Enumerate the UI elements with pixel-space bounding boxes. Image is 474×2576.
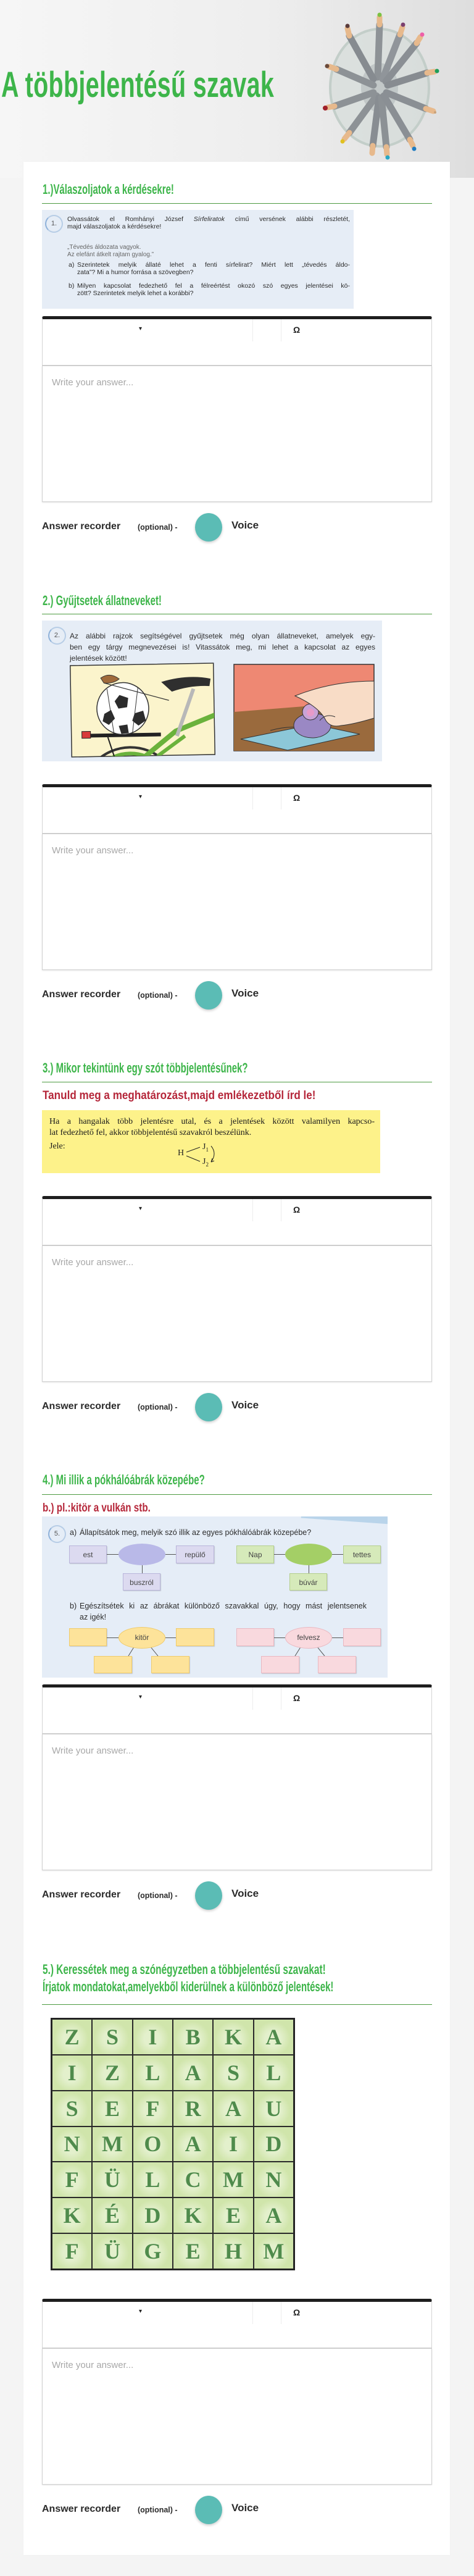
question-text: zata”? Mi a humor forrása a szövegben? (77, 269, 194, 276)
bicycle-with-ball-illustration (70, 663, 216, 758)
grid-cell: N (254, 2162, 294, 2198)
record-button[interactable] (195, 981, 222, 1010)
toolbar-divider (252, 319, 253, 341)
recorder-optional-note: (optional) - (138, 523, 178, 532)
grid-cell: R (173, 2091, 213, 2126)
exercise-intro-line: majd válaszoljatok a kérdésekre! (67, 223, 162, 230)
voice-label: Voice (231, 1888, 259, 1899)
poem-quote-line: Az elefánt átkelt rajtam gyalog.” (67, 251, 154, 258)
answer-textarea[interactable] (42, 834, 432, 970)
record-button[interactable] (195, 1881, 222, 1910)
grid-cell: O (133, 2126, 173, 2162)
format-dropdown[interactable] (43, 319, 252, 341)
grid-cell: A (173, 2126, 213, 2162)
answer-block-2 (42, 784, 432, 1013)
web-word-box: buszról (123, 1573, 160, 1591)
caret-down-icon: ▾ (139, 793, 143, 800)
decorative-stripe (301, 1516, 388, 1525)
grid-cell: Ü (92, 2162, 132, 2198)
exercise-intro-line: Olvassátok el Romhányi József Sírfeliratok című versének alábbi részletét, (67, 215, 350, 223)
grid-cell: E (213, 2198, 253, 2233)
editor-toolbar (42, 1196, 432, 1246)
caret-down-icon: ▾ (139, 1205, 143, 1212)
answer-textarea[interactable] (42, 366, 432, 502)
special-character-button[interactable]: Ω (293, 325, 301, 335)
format-dropdown[interactable] (43, 1687, 252, 1710)
format-dropdown[interactable] (43, 787, 252, 809)
grid-cell: G (133, 2233, 173, 2269)
special-character-button[interactable]: Ω (293, 1693, 301, 1703)
grid-cell: E (92, 2091, 132, 2126)
section-5-heading-line-2: Írjatok mondatokat,amelyekből kiderülnek a különböző jelentések! (43, 1979, 334, 1994)
answer-block-1 (42, 316, 432, 545)
editor-toolbar (42, 784, 432, 834)
voice-label: Voice (231, 2502, 259, 2514)
task-b-text: Egészítsétek ki az ábrákat különböző szavakkal úgy, hogy mást jelentsenek (80, 1602, 367, 1610)
toolbar-divider (252, 2302, 253, 2324)
web-blank-box (343, 1628, 381, 1646)
poem-title: Sírfeliratok (193, 215, 225, 223)
section-1-heading: 1.)Válaszoljatok a kérdésekre! (43, 182, 174, 197)
web-center-blank (285, 1544, 332, 1565)
question-text: Szerintetek melyik állaté lehet a fenti sírfelirat? Miért lett „tévedés áldo- (77, 261, 350, 269)
definition-line: Ha a hangalak több jelentésre utal, és a jelentések között valamilyen kapcso- (49, 1117, 375, 1126)
recorder-optional-note: (optional) - (138, 1891, 178, 1900)
web-center-word: felvesz (285, 1627, 332, 1649)
web-word-box: Nap (236, 1545, 274, 1563)
grid-cell: H (213, 2233, 253, 2269)
voice-label: Voice (231, 1399, 259, 1411)
grid-cell: F (133, 2091, 173, 2126)
web-blank-box (176, 1628, 214, 1646)
grid-cell: L (254, 2055, 294, 2091)
exercise-number-badge: 1. (45, 215, 63, 233)
grid-cell: I (213, 2126, 253, 2162)
grid-cell: A (254, 2198, 294, 2233)
web-blank-box (261, 1656, 299, 1673)
section-3-subheading: Tanuld meg a meghatározást,majd emlékezetből írd le! (43, 1089, 316, 1102)
grid-cell: D (254, 2126, 294, 2162)
grid-cell: U (254, 2091, 294, 2126)
web-blank-box (94, 1656, 132, 1673)
exercise-number-badge: 5. (48, 1525, 66, 1543)
answer-textarea[interactable] (42, 1734, 432, 1870)
answer-textarea[interactable] (42, 2349, 432, 2485)
definition-line: lat fedezhető fel, akkor többjelentésű szavakról beszélünk. (49, 1128, 252, 1137)
recorder-label: Answer recorder (42, 2504, 121, 2514)
web-blank-box (69, 1628, 107, 1646)
toolbar-divider (252, 1687, 253, 1710)
web-blank-box (318, 1656, 356, 1673)
web-blank-box (236, 1628, 274, 1646)
web-word-box: búvár (289, 1573, 327, 1591)
record-button[interactable] (195, 1393, 222, 1421)
grid-cell: I (52, 2055, 92, 2091)
exercise-text-line: ben egy tárgy megnevezései is! Vitassátok meg, mi lehet a kapcsolat az egyes (70, 643, 375, 651)
grid-cell: M (213, 2162, 253, 2198)
question-label: a) (69, 261, 75, 269)
grid-cell: Z (52, 2019, 92, 2055)
poem-quote-line: „Tévedés áldozata vagyok. (67, 244, 141, 251)
answer-block-5 (42, 2299, 432, 2527)
grid-cell: F (52, 2162, 92, 2198)
answer-block-4 (42, 1684, 432, 1913)
caret-down-icon: ▾ (139, 2308, 143, 2315)
voice-label: Voice (231, 987, 259, 999)
grid-cell: É (92, 2198, 132, 2233)
special-character-button[interactable]: Ω (293, 2307, 301, 2317)
format-dropdown[interactable] (43, 1199, 252, 1221)
section-4-heading: 4.) Mi illik a pókhálóábrák közepébe? (43, 1472, 205, 1487)
web-word-box: tettes (343, 1545, 381, 1563)
task-a-label: a) (70, 1528, 77, 1537)
caret-down-icon: ▾ (139, 1694, 143, 1700)
recorder-optional-note: (optional) - (138, 1403, 178, 1411)
web-center-blank (118, 1544, 165, 1565)
task-b-text: az igék! (80, 1613, 107, 1621)
recorder-optional-note: (optional) - (138, 991, 178, 1000)
question-text: zött? Szerintetek melyik lehet a korábbi? (77, 290, 194, 297)
web-center-word: kitör (118, 1627, 165, 1649)
section-4-subheading: b.) pl.:kitör a vulkán stb. (43, 1502, 151, 1515)
grid-cell: Ü (92, 2233, 132, 2269)
editor-toolbar (42, 1684, 432, 1734)
web-word-box: repülő (176, 1545, 214, 1563)
definition-box (42, 1110, 380, 1173)
grid-cell: Z (92, 2055, 132, 2091)
answer-textarea[interactable] (42, 1246, 432, 1382)
exercise-2-box (42, 621, 382, 761)
grid-cell: I (133, 2019, 173, 2055)
grid-cell: E (173, 2233, 213, 2269)
web-word-box: est (69, 1545, 107, 1563)
recorder-optional-note: (optional) - (138, 2506, 178, 2514)
recorder-label: Answer recorder (42, 1889, 121, 1900)
grid-cell: S (213, 2055, 253, 2091)
caret-down-icon: ▾ (139, 325, 143, 332)
page-header (0, 0, 474, 178)
word-search-grid (51, 2018, 295, 2270)
toolbar-divider (252, 787, 253, 809)
record-button[interactable] (195, 513, 222, 542)
section-divider (42, 203, 432, 204)
task-b-label: b) (70, 1602, 77, 1610)
grid-cell: S (52, 2091, 92, 2126)
recorder-label: Answer recorder (42, 521, 121, 532)
grid-cell: L (133, 2055, 173, 2091)
section-divider (42, 1494, 432, 1495)
recorder-label: Answer recorder (42, 989, 121, 1000)
section-divider (42, 2004, 432, 2005)
grid-cell: K (173, 2198, 213, 2233)
grid-cell: M (92, 2126, 132, 2162)
exercise-number-badge: 2. (48, 627, 66, 645)
web-blank-box (151, 1656, 189, 1673)
grid-cell: F (52, 2233, 92, 2269)
page-title: A többjelentésű szavak (1, 65, 275, 105)
task-a-text: Állapítsátok meg, melyik szó illik az egyes pókhálóábrák közepébe? (80, 1528, 312, 1537)
grid-cell: A (213, 2091, 253, 2126)
exercise-text-line: jelentések között! (70, 654, 127, 663)
grid-cell: D (133, 2198, 173, 2233)
record-button[interactable] (195, 2496, 222, 2524)
format-dropdown[interactable] (43, 2302, 252, 2324)
section-3-heading: 3.) Mikor tekintünk egy szót többjelentésűnek? (43, 1060, 248, 1076)
question-text: Milyen kapcsolat fedezhető fel a félreértést okozó szó egyes jelentései kö- (77, 282, 350, 290)
grid-cell: N (52, 2126, 92, 2162)
grid-cell: A (254, 2019, 294, 2055)
polysemy-symbol: H $J_1$ $J_2$ (175, 1142, 225, 1171)
section-2-heading: 2.) Gyűjtsetek állatneveket! (43, 593, 162, 608)
question-label: b) (69, 282, 75, 290)
toolbar-divider (252, 1199, 253, 1221)
spider-diagram-box (42, 1516, 388, 1678)
grid-cell: B (173, 2019, 213, 2055)
section-5-heading: 5.) Keressétek meg a szónégyzetben a többjelentésű szavakat! (43, 1962, 326, 1977)
grid-cell: L (133, 2162, 173, 2198)
grid-cell: C (173, 2162, 213, 2198)
editor-toolbar (42, 2299, 432, 2349)
special-character-button[interactable]: Ω (293, 1205, 301, 1215)
grid-cell: K (213, 2019, 253, 2055)
special-character-button[interactable]: Ω (293, 793, 301, 803)
grid-cell: S (92, 2019, 132, 2055)
answer-block-3 (42, 1196, 432, 1424)
recorder-label: Answer recorder (42, 1401, 121, 1411)
voice-label: Voice (231, 519, 259, 531)
grid-cell: M (254, 2233, 294, 2269)
sign-label: Jele: (49, 1142, 65, 1151)
exercise-1-box (42, 210, 354, 309)
editor-toolbar (42, 316, 432, 366)
grid-cell: K (52, 2198, 92, 2233)
exercise-text-line: Az alábbi rajzok segítségével gyűjtsetek még olyan állatneveket, amelyek egy- (70, 632, 375, 640)
grid-cell: A (173, 2055, 213, 2091)
computer-mouse-illustration (233, 664, 375, 751)
